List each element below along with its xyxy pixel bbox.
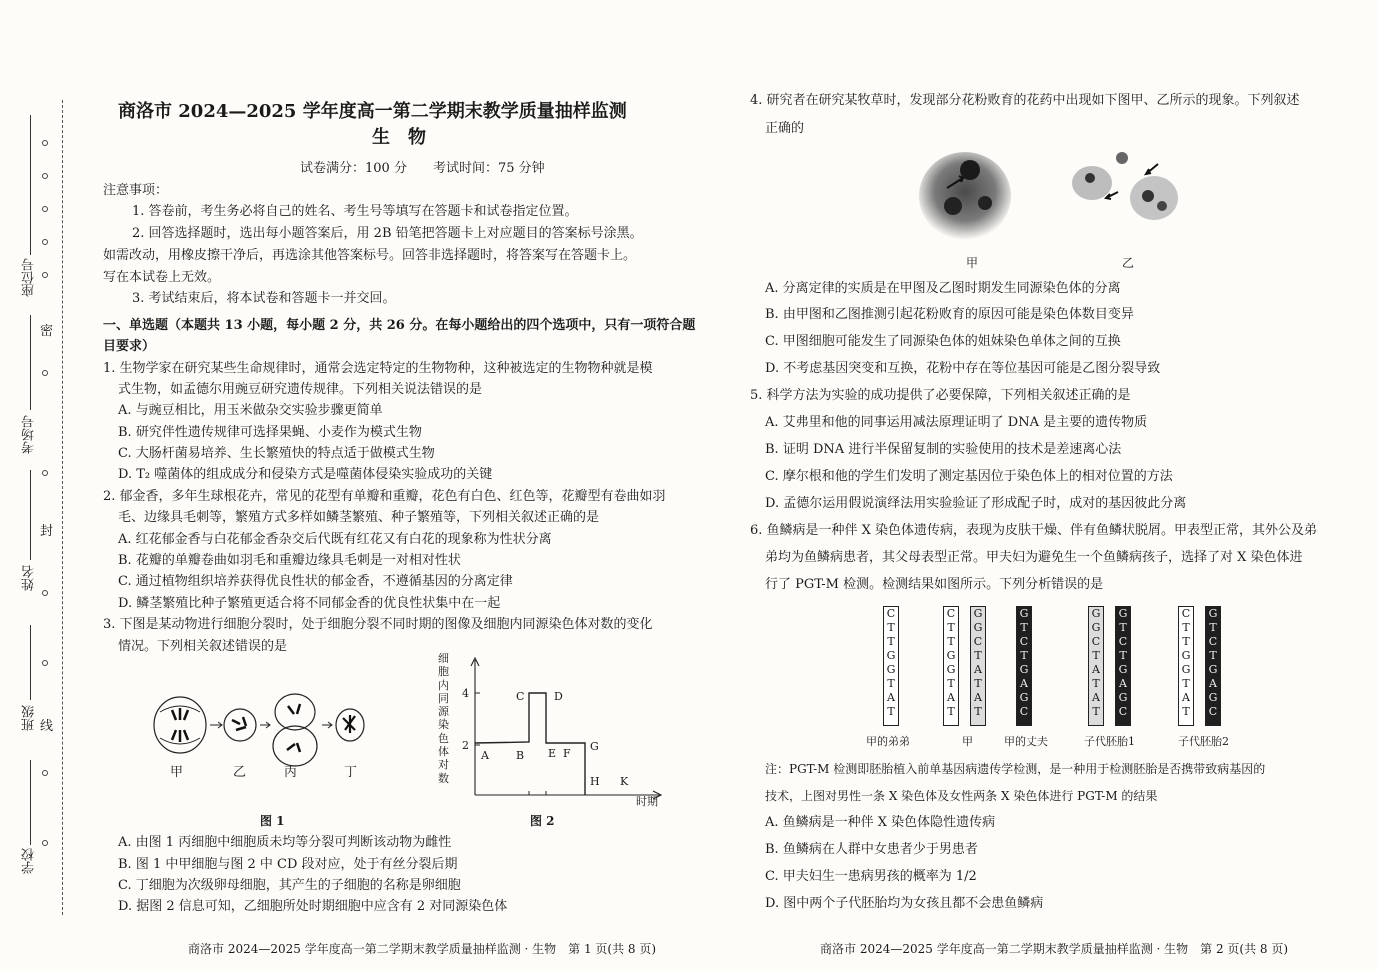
fig2-ylabel-char: 细 (438, 652, 449, 665)
fig2-ylabel-char: 同 (438, 691, 449, 705)
q6-option-a: A. 鱼鳞病是一种伴 X 染色体隐性遗传病 (765, 815, 996, 830)
photo-label-jia: 甲 (966, 256, 979, 270)
q4-option-a: A. 分离定律的实质是在甲图及乙图时期发生同源染色体的分离 (765, 281, 1121, 296)
fig2-y-axis (471, 658, 479, 795)
photo-label-yi: 乙 (1122, 256, 1135, 270)
binding-hole-icon (42, 470, 48, 476)
dna-strand-jia-2: G G C T A T A T (970, 606, 986, 726)
class-blank (30, 625, 31, 700)
q6-option-b: B. 鱼鳞病在人群中女患者少于男患者 (765, 842, 978, 857)
fig2-point-k: K (620, 775, 629, 788)
dna-strand-husband: G T C T G A G C (1016, 606, 1032, 726)
exam-subject: 生 物 (372, 127, 426, 148)
seat-number-blank (30, 115, 31, 255)
notice-line: 写在本试卷上无效。 (103, 270, 221, 285)
question-2-cont: 毛、边缘具毛刺等，繁殖方式多样如鳞茎繁殖、种子繁殖等，下列相关叙述正确的是 (118, 510, 600, 525)
dna-strand-jia-1: C T T G G T A T (943, 606, 959, 726)
dna-strand-embryo2-2: G T C T G A G C (1205, 606, 1221, 726)
question-6: 6. 鱼鳞病是一种伴 X 染色体遗传病，表现为皮肤干燥、伴有鱼鳞状脱屑。甲表型正常，其外公及弟 (750, 523, 1318, 538)
notice-line: 2. 回答选择题时，选出每小题答案后，用 2B 铅笔把答题卡上对应题目的答案标号涂黑。 (132, 226, 643, 241)
fig2-x-axis (475, 791, 661, 799)
question-6-cont: 行了 PGT-M 检测。检测结果如图所示。下列分析错误的是 (765, 577, 1104, 592)
fig2-ytick-4: 4 (462, 687, 469, 700)
name-blank (30, 470, 31, 560)
seal-char-xian: 线 (40, 715, 53, 734)
binding-hole-icon (42, 206, 48, 212)
dna-label-embryo1: 子代胚胎1 (1084, 735, 1135, 748)
figure-2-graph (455, 650, 670, 800)
fig2-ylabel-char: 色 (438, 731, 449, 745)
binding-hole-icon (42, 840, 48, 846)
q5-option-a: A. 艾弗里和他的同事运用减法原理证明了 DNA 是主要的遗传物质 (765, 415, 1148, 430)
dna-label-husband: 甲的丈夫 (1004, 735, 1048, 748)
seal-char-feng: 封 (40, 520, 53, 539)
fig2-ytick-2: 2 (462, 739, 469, 752)
fig1-label-ding: 丁 (344, 765, 358, 780)
q1-option-a: A. 与豌豆相比，用玉米做杂交实验步骤更简单 (118, 403, 383, 418)
question-1: 1. 生物学家在研究某些生命规律时，通常会选定特定的生物物种，这种被选定的生物物种就是模 (103, 361, 653, 376)
q2-option-b: B. 花瓣的单瓣卷曲如羽毛和重瓣边缘具毛刺是一对相对性状 (118, 553, 461, 568)
note-line: 注：PGT-M 检测即胚胎植入前单基因病遗传学检测，是一种用于检测胚胎是否携带致病基因的 (765, 762, 1266, 776)
micrograph-jia (915, 148, 1015, 248)
question-5: 5. 科学方法为实验的成功提供了必要保障，下列相关叙述正确的是 (750, 388, 1131, 403)
q4-option-c: C. 甲图细胞可能发生了同源染色体的姐妹染色单体之间的互换 (765, 334, 1121, 349)
fig2-point-g: G (590, 740, 599, 753)
cell-yi-icon (224, 709, 256, 741)
exam-title: 商洛市 2024—2025 学年度高一第二学期末教学质量抽样监测 (118, 101, 627, 122)
micrograph-yi (1062, 148, 1187, 238)
question-6-cont: 弟均为鱼鳞病患者，其父母表型正常。甲夫妇为避免生一个鱼鳞病孩子，选择了对 X 染色体进 (765, 550, 1303, 565)
q6-option-d: D. 图中两个子代胚胎均为女孩且都不会患鱼鳞病 (765, 896, 1044, 911)
q3-option-a: A. 由图 1 丙细胞中细胞质未均等分裂可判断该动物为雌性 (118, 835, 452, 850)
q1-option-c: C. 大肠杆菌易培养、生长繁殖快的特点适于做模式生物 (118, 446, 435, 461)
question-4: 4. 研究者在研究某牧草时，发现部分花粉败育的花药中出现如下图甲、乙所示的现象。下列叙述 (750, 93, 1300, 108)
fig2-point-b: B (516, 749, 525, 762)
fig2-ylabel-char: 源 (438, 705, 449, 719)
binding-hole-icon (42, 173, 48, 179)
notice-title: 注意事项： (103, 183, 169, 198)
q5-option-b: B. 证明 DNA 进行半保留复制的实验使用的技术是差速离心法 (765, 442, 1122, 457)
binding-hole-icon (42, 770, 48, 776)
fig2-ticks (475, 693, 480, 745)
fig2-ylabel-char: 对 (438, 758, 449, 772)
arrow-icon (260, 722, 270, 728)
fig1-caption: 图 1 (260, 814, 285, 828)
school-blank (30, 760, 31, 845)
fig1-label-yi: 乙 (233, 765, 247, 780)
question-2: 2. 郁金香，多年生球根花卉，常见的花型有单瓣和重瓣，花色有白色、红色等，花瓣型有卷曲如羽 (103, 489, 666, 504)
notice-line: 1. 答卷前，考生务必将自己的姓名、考生号等填写在答题卡和试卷指定位置。 (132, 204, 578, 219)
cell-jia-icon (154, 697, 206, 753)
fig2-step-line (475, 693, 585, 795)
binding-hole-icon (42, 272, 48, 278)
page-1-footer: 商洛市 2024—2025 学年度高一第二学期末教学质量抽样监测 · 生物 第 1 页(共 8 页) (188, 942, 657, 956)
dashed-cut-line (62, 100, 63, 915)
seal-char-mi: 密 (40, 320, 53, 339)
q4-option-b: B. 由甲图和乙图推测引起花粉败育的原因可能是染色体数目变异 (765, 307, 1134, 322)
cell-ding-icon (336, 709, 364, 741)
q3-option-c: C. 丁细胞为次级卵母细胞，其产生的子细胞的名称是卵细胞 (118, 878, 461, 893)
q4-option-d: D. 不考虑基因突变和互换，花粉中存在等位基因可能是乙图分裂导致 (765, 361, 1161, 376)
dna-strand-embryo1-2: G T C T G A G C (1115, 606, 1131, 726)
question-4-cont: 正确的 (765, 121, 805, 136)
binding-hole-icon (42, 590, 48, 596)
fig2-x-ticks (529, 791, 585, 795)
seat-number-label: 座位号 (22, 258, 37, 297)
fig2-point-a: A (481, 749, 489, 762)
fig2-ylabel-char: 体 (438, 745, 449, 759)
school-label: 学校 (22, 848, 37, 874)
q1-option-b: B. 研究伴性遗传规律可选择果蝇、小麦作为模式生物 (118, 425, 422, 440)
exam-room-label: 考场号 (22, 415, 37, 454)
fig2-x-axis-label: 时期 (636, 795, 658, 808)
q2-option-c: C. 通过植物组织培养获得优良性状的郁金香，不遵循基因的分离定律 (118, 574, 513, 589)
fig2-ylabel-char: 数 (438, 771, 449, 785)
q2-option-a: A. 红花郁金香与白花郁金香杂交后代既有红花又有白花的现象称为性状分离 (118, 532, 552, 547)
dna-strand-embryo1-1: G G C T A T A T (1088, 606, 1104, 726)
class-label: 班级 (22, 705, 37, 731)
arrow-icon (210, 722, 222, 728)
binding-hole-icon (42, 239, 48, 245)
question-3-cont: 情况。下列相关叙述错误的是 (118, 639, 288, 654)
notice-line: 3. 考试结束后，将本试卷和答题卡一并交回。 (132, 291, 396, 306)
q1-option-d: D. T₂ 噬菌体的组成成分和侵染方式是噬菌体侵染实验成功的关键 (118, 467, 493, 482)
fig2-ylabel-char: 内 (438, 678, 449, 692)
q5-option-c: C. 摩尔根和他的学生们发明了测定基因位于染色体上的相对位置的方法 (765, 469, 1173, 484)
dna-label-brother: 甲的弟弟 (866, 735, 910, 748)
dna-label-embryo2: 子代胚胎2 (1178, 735, 1229, 748)
name-label: 姓名 (22, 565, 37, 591)
q3-option-d: D. 据图 2 信息可知，乙细胞所处时期细胞中应含有 2 对同源染色体 (118, 899, 508, 914)
fig2-point-h: H (590, 775, 600, 788)
note-line: 技术，上图对男性一条 X 染色体及女性两条 X 染色体进行 PGT-M 的结果 (765, 789, 1158, 803)
fig2-point-c: C (516, 690, 525, 703)
q3-option-b: B. 图 1 中甲细胞与图 2 中 CD 段对应，处于有丝分裂后期 (118, 857, 458, 872)
section-heading: 一、单选题（本题共 13 小题，每小题 2 分，共 26 分。在每小题给出的四个选项中，只有一项符合题 (103, 318, 696, 333)
question-1-cont: 式生物，如孟德尔用豌豆研究遗传规律。下列相关说法错误的是 (118, 382, 483, 397)
q6-option-c: C. 甲夫妇生一患病男孩的概率为 1/2 (765, 869, 977, 884)
fig2-caption: 图 2 (530, 814, 555, 828)
arrow-icon (322, 722, 332, 728)
fig2-ylabel-char: 染 (438, 718, 449, 732)
binding-hole-icon (42, 140, 48, 146)
q5-option-d: D. 孟德尔运用假说演绎法用实验验证了形成配子时，成对的基因彼此分离 (765, 496, 1187, 511)
cell-bing-icon (273, 694, 317, 766)
dna-strand-brother: C T T G G T A T (883, 606, 899, 726)
fig1-label-jia: 甲 (170, 765, 184, 780)
exam-meta: 试卷满分：100 分 考试时间：75 分钟 (300, 161, 545, 176)
binding-hole-icon (42, 660, 48, 666)
q2-option-d: D. 鳞茎繁殖比种子繁殖更适合将不同郁金香的优良性状集中在一起 (118, 596, 501, 611)
notice-line: 如需改动，用橡皮擦干净后，再选涂其他答案标号。回答非选择题时，将答案写在答题卡上。 (103, 248, 637, 263)
fig2-ylabel-char: 胞 (438, 665, 449, 679)
dna-label-jia: 甲 (962, 735, 973, 748)
question-3: 3. 下图是某动物进行细胞分裂时，处于细胞分裂不同时期的图像及细胞内同源染色体对数的变化 (103, 617, 653, 632)
fig2-point-f: F (563, 747, 571, 760)
exam-room-blank (30, 315, 31, 410)
binding-hole-icon (42, 370, 48, 376)
fig2-point-d: D (554, 690, 563, 703)
section-heading-cont: 目要求） (103, 339, 156, 354)
fig2-y-axis-label (438, 652, 452, 785)
dna-strand-embryo2-1: C T T G G T A T (1178, 606, 1194, 726)
fig1-label-bing: 丙 (284, 765, 298, 780)
fig2-point-e: E (548, 747, 557, 760)
page-2-footer: 商洛市 2024—2025 学年度高一第二学期末教学质量抽样监测 · 生物 第 2 页(共 8 页) (820, 942, 1289, 956)
